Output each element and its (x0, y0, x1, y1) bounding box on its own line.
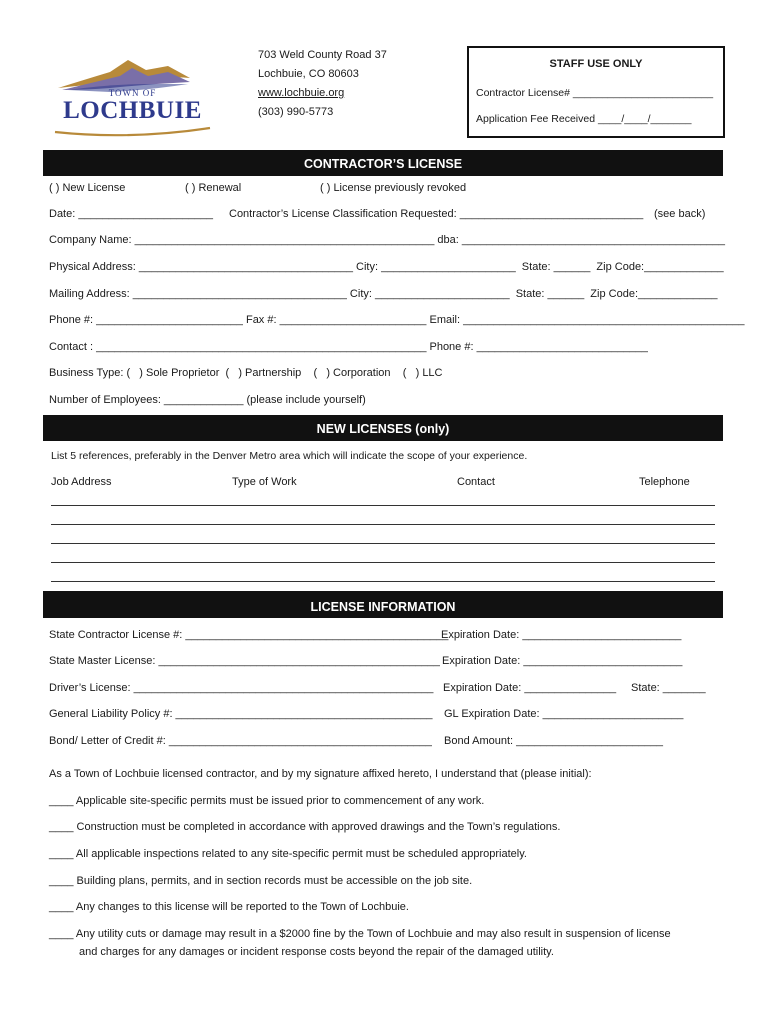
website-link[interactable]: www.lochbuie.org (258, 87, 345, 99)
gl-expiration-field[interactable]: GL Expiration Date: _______________________ (444, 708, 684, 720)
business-type-options[interactable]: Business Type: ( ) Sole Proprietor ( ) Partnership ( ) Corporation ( ) LLC (49, 367, 443, 379)
physical-address-field[interactable]: Physical Address: ___________________________________ City: ______________________ State: ______ Zip Code:_____________ (49, 261, 724, 273)
agreement-item[interactable]: ____ All applicable inspections related to any site-specific permit must be scheduled appropriately. (49, 848, 527, 860)
address-city: Lochbuie, CO 80603 (258, 68, 359, 80)
staff-use-box (467, 46, 725, 138)
header-contact: Contact (457, 476, 495, 488)
logo-lochbuie: LOCHBUIE (63, 97, 202, 124)
reference-line[interactable] (51, 543, 715, 544)
drivers-state-field[interactable]: State: _______ (631, 682, 706, 694)
references-instructions: List 5 references, preferably in the Denver Metro area which will indicate the scope of your experience. (51, 450, 528, 462)
company-name-field[interactable]: Company Name: _________________________________________________ dba: ___________________________________________ (49, 234, 725, 246)
state-contractor-license-field[interactable]: State Contractor License #: ___________________________________________ (49, 629, 449, 641)
state-master-expiration-field[interactable]: Expiration Date: __________________________ (442, 655, 683, 667)
agreement-item[interactable]: ____ Any changes to this license will be reported to the Town of Lochbuie. (49, 901, 409, 913)
town-logo (50, 50, 215, 140)
header-job-address: Job Address (51, 476, 112, 488)
state-master-license-field[interactable]: State Master License: ______________________________________________ (49, 655, 440, 667)
reference-line[interactable] (51, 524, 715, 525)
agreement-item[interactable]: ____ Building plans, permits, and in section records must be accessible on the job site. (49, 875, 473, 887)
gl-policy-field[interactable]: General Liability Policy #: __________________________________________ (49, 708, 433, 720)
employees-field[interactable]: Number of Employees: _____________ (please include yourself) (49, 394, 366, 406)
header-telephone: Telephone (639, 476, 690, 488)
contact-field[interactable]: Contact : ______________________________________________________ Phone #: ____________________________ (49, 341, 648, 353)
reference-line[interactable] (51, 562, 715, 563)
phone-fax-email-field[interactable]: Phone #: ________________________ Fax #: ________________________ Email: ______________________________________________ (49, 314, 745, 326)
drivers-license-field[interactable]: Driver’s License: _________________________________________________ (49, 682, 434, 694)
classification-field[interactable]: Contractor’s License Classification Requested: ______________________________ (229, 208, 644, 220)
section-title-license-info: LICENSE INFORMATION (310, 600, 456, 614)
revoked-checkbox[interactable]: ( ) License previously revoked (320, 182, 467, 194)
mailing-address-field[interactable]: Mailing Address: ___________________________________ City: ______________________ State: ______ Zip Code:_____________ (49, 288, 718, 300)
section-bar-new-licenses (43, 415, 723, 441)
section-title-contractor: CONTRACTOR’S LICENSE (303, 157, 463, 171)
state-contractor-expiration-field[interactable]: Expiration Date: __________________________ (441, 629, 682, 641)
reference-line[interactable] (51, 581, 715, 582)
agreement-item[interactable]: ____ Any utility cuts or damage may result in a $2000 fine by the Town of Lochbuie and may also result in suspension of license (49, 928, 671, 940)
header-type-of-work: Type of Work (232, 476, 297, 488)
logo-town-of: TOWN OF (108, 88, 157, 98)
application-fee-field[interactable]: Application Fee Received ____/____/_______ (476, 113, 692, 125)
agreement-intro: As a Town of Lochbuie licensed contractor, and by my signature affixed hereto, I understand that (please initial): (49, 768, 592, 780)
bond-field[interactable]: Bond/ Letter of Credit #: ___________________________________________ (49, 735, 432, 747)
bond-amount-field[interactable]: Bond Amount: ________________________ (444, 735, 663, 747)
renewal-checkbox[interactable]: ( ) Renewal (185, 182, 242, 194)
address-phone: (303) 990-5773 (258, 106, 334, 118)
staff-use-title: STAFF USE ONLY (549, 58, 643, 70)
reference-line[interactable] (51, 505, 715, 506)
section-bar-license-info (43, 591, 723, 618)
section-title-new-licenses: NEW LICENSES (only) (316, 422, 450, 436)
contractor-license-number-field[interactable]: Contractor License# ________________________ (476, 87, 714, 99)
date-field[interactable]: Date: ______________________ (49, 208, 213, 220)
address-street: 703 Weld County Road 37 (258, 49, 387, 61)
section-bar-contractor (43, 150, 723, 176)
new-license-checkbox[interactable]: ( ) New License (49, 182, 126, 194)
see-back-note: (see back) (654, 208, 706, 220)
drivers-expiration-field[interactable]: Expiration Date: _______________ (443, 682, 617, 694)
agreement-item[interactable]: ____ Applicable site-specific permits must be issued prior to commencement of any work. (49, 795, 485, 807)
agreement-item[interactable]: ____ Construction must be completed in accordance with approved drawings and the Town’s regulations. (49, 821, 561, 833)
agreement-item-continuation: and charges for any damages or incident response costs beyond the repair of the damaged utility. (79, 946, 554, 958)
